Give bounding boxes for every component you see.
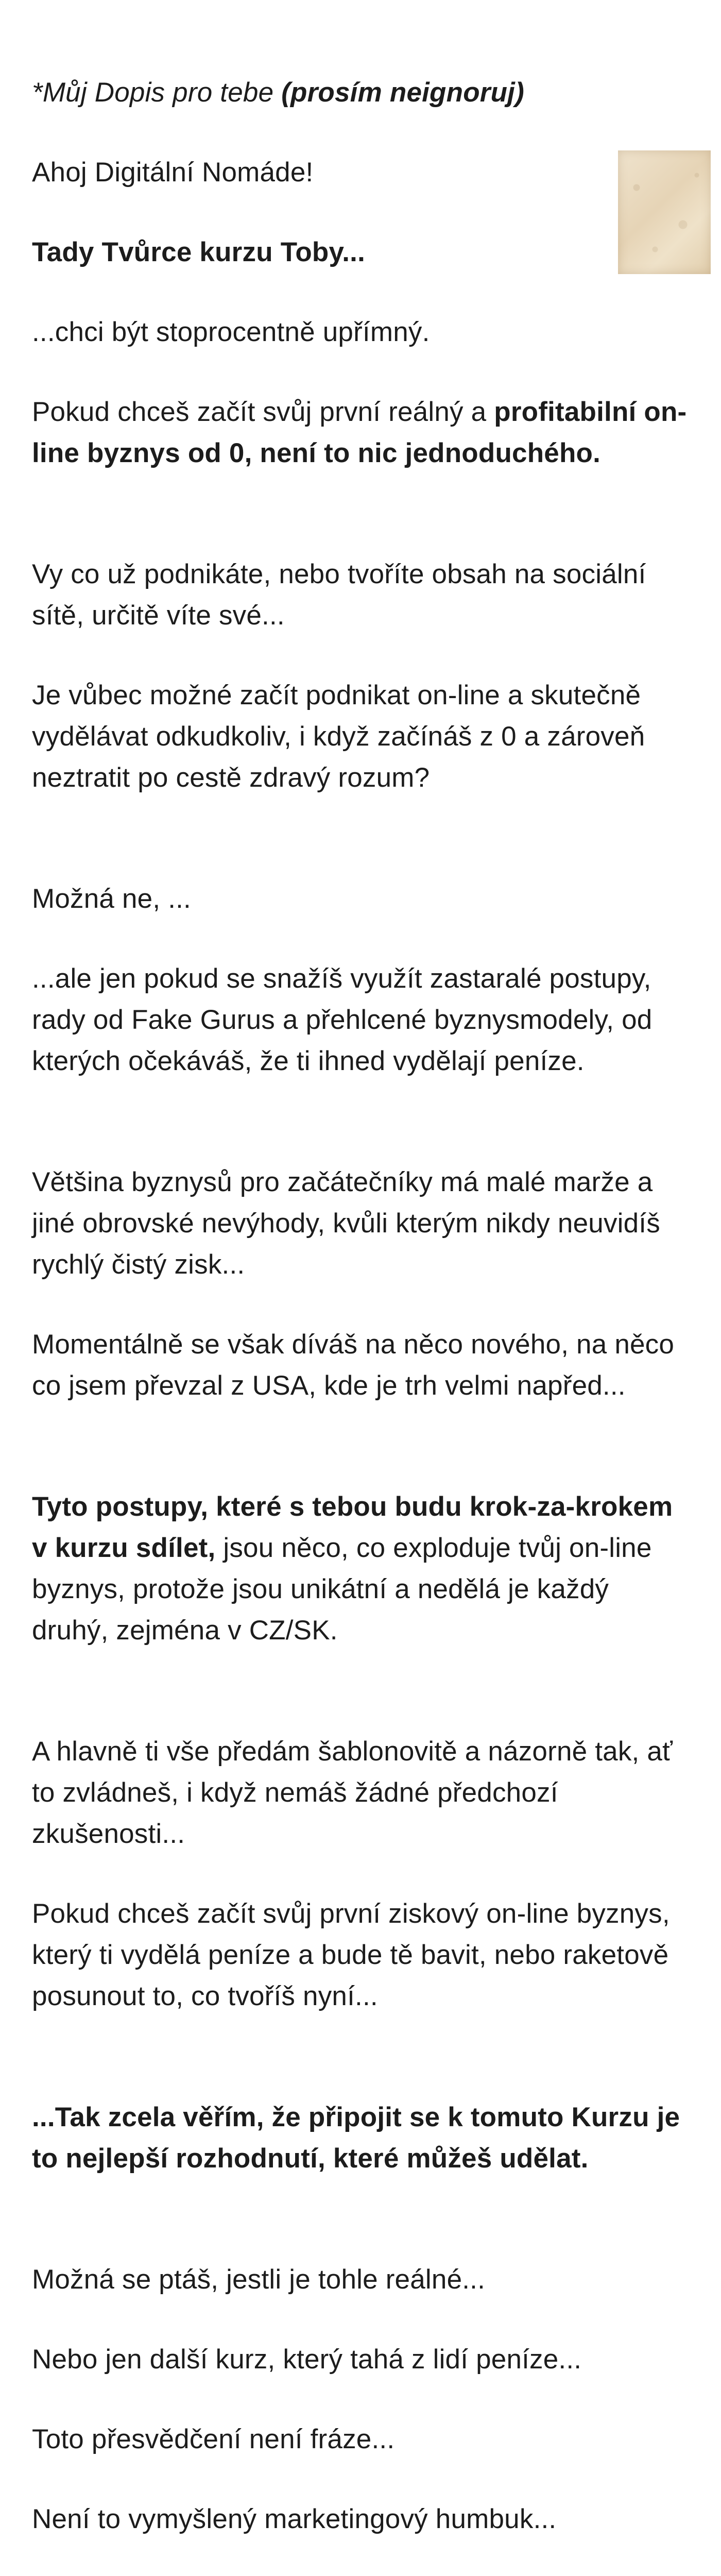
not-phrase-paragraph: Toto přesvědčení není fráze...: [32, 2424, 395, 2454]
believe-text: ...Tak zcela věřím, že připojit se k tomuto Kurzu je to nejlepší rozhodnutí, které můžeš udělat.: [32, 2102, 680, 2174]
intro-text: Tady Tvůrce kurzu Toby...: [32, 237, 366, 267]
title-text: *Můj Dopis pro tebe: [32, 77, 282, 108]
letter-title: [32, 72, 691, 113]
not-hype-paragraph: Není to vymyšlený marketingový humbuk...: [32, 2504, 557, 2534]
title-parenthetical: (prosím neignoruj): [281, 77, 524, 108]
question-paragraph: Je vůbec možné začít podnikat on-line a skutečně vydělávat odkudkoliv, i když začínáš z 0 a zároveň neztratit po cestě zdravý rozum?: [32, 680, 645, 793]
steps-text: jsou něco, co exploduje tvůj on-line byznys, protože jsou unikátní a nedělá je každý druhý, zejména v CZ/SK.: [32, 1533, 652, 1646]
but-only-paragraph: ...ale jen pokud se snažíš využít zastaralé postupy, rady od Fake Gurus a přehlcené byznysmodely, od kterých očekáváš, že ti ihned vydělají peníze.: [32, 963, 653, 1076]
if-profit-paragraph: Pokud chceš začít svůj první ziskový on-line byznys, který ti vydělá peníze a bude tě bavit, nebo raketově posunout to, co tvoříš nyní...: [32, 1899, 670, 2011]
start-text: Pokud chceš začít svůj první reálný a: [32, 397, 494, 427]
greeting: Ahoj Digitální Nomáde!: [32, 157, 314, 188]
currently-paragraph: Momentálně se však díváš na něco nového, na něco co jsem převzal z USA, kde je trh velmi napřed...: [32, 1329, 675, 1401]
another-paragraph: Nebo jen další kurz, který tahá z lidí peníze...: [32, 2344, 582, 2375]
most-paragraph: Většina byznysů pro začátečníky má malé marže a jiné obrovské nevýhody, kvůli kterým nikdy neuvidíš rychlý čistý zisk...: [32, 1167, 660, 1280]
start-paragraph: [32, 392, 691, 474]
steps-emphasis: Tyto postupy, které s tebou budu krok-za-krokem v kurzu sdílet,: [32, 1492, 673, 1563]
already-paragraph: Vy co už podnikáte, nebo tvoříte obsah na sociální sítě, určitě víte své...: [32, 559, 646, 631]
maybe-not-paragraph: Možná ne, ...: [32, 884, 191, 914]
believe-paragraph: [32, 2097, 691, 2179]
honest-paragraph: ...chci být stoprocentně upřímný.: [32, 317, 430, 347]
template-paragraph: A hlavně ti vše předám šablonovitě a názorně tak, ať to zvládneš, i když nemáš žádné předchozí zkušenosti...: [32, 1736, 673, 1849]
steps-paragraph: [32, 1486, 691, 1651]
ask-paragraph: Možná se ptáš, jestli je tohle reálné...: [32, 2264, 486, 2295]
intro: [32, 232, 691, 273]
start-emphasis: profitabilní on-line byznys od 0, není to nic jednoduchého.: [32, 397, 687, 468]
